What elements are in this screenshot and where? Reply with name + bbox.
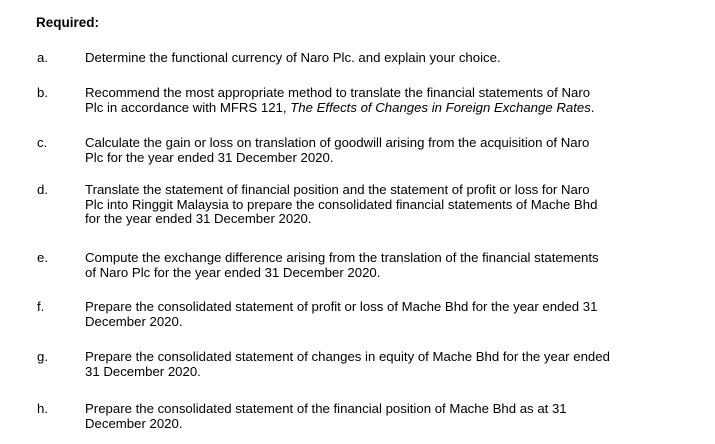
item-text	[85, 183, 655, 227]
item-letter: b.	[37, 85, 48, 100]
item-line: Recommend the most appropriate method to translate the financial statements of Naro	[85, 85, 591, 100]
item-letter: f.	[37, 299, 45, 314]
item-letter: c.	[37, 135, 48, 150]
item-letter: e.	[37, 250, 48, 265]
item-line: Determine the functional currency of Naro Plc. and explain your choice.	[85, 50, 501, 65]
item-letter: g.	[37, 349, 48, 364]
item-line: December 2020.	[85, 313, 183, 329]
item-text	[85, 251, 655, 280]
item-line: Prepare the consolidated statement of profit or loss of Mache Bhd for the year ended 31	[85, 299, 598, 314]
item-line	[85, 101, 655, 116]
item-text	[85, 86, 655, 115]
item-line-text: Plc in accordance with MFRS 121,	[85, 99, 291, 115]
item-letter: a.	[37, 50, 48, 65]
item-letter: h.	[37, 401, 48, 416]
item-text	[85, 51, 655, 66]
item-line: Prepare the consolidated statement of changes in equity of Mache Bhd for the year ended	[85, 349, 610, 364]
item-line: Prepare the consolidated statement of the financial position of Mache Bhd as at 31	[85, 401, 567, 416]
item-line: Calculate the gain or loss on translation of goodwill arising from the acquisition of Naro	[85, 135, 590, 150]
item-text	[85, 300, 655, 329]
item-line: Plc into Ringgit Malaysia to prepare the consolidated financial statements of Mache Bhd	[85, 196, 598, 212]
item-line: Translate the statement of financial position and the statement of profit or loss for Naro	[85, 182, 590, 197]
item-line: for the year ended 31 December 2020.	[85, 211, 312, 226]
item-text	[85, 402, 655, 431]
item-line: of Naro Plc for the year ended 31 December 2020.	[85, 264, 381, 280]
item-line-punct: .	[590, 99, 595, 115]
standard-title: The Effects of Changes in Foreign Exchange Rates	[290, 99, 591, 115]
item-line: 31 December 2020.	[85, 363, 201, 379]
item-line: Plc for the year ended 31 December 2020.	[85, 149, 334, 165]
item-line: December 2020.	[85, 415, 183, 431]
item-letter: d.	[37, 182, 48, 197]
item-text	[85, 136, 655, 165]
item-line: Compute the exchange difference arising from the translation of the financial statements	[85, 250, 599, 265]
required-heading: Required:	[36, 15, 100, 30]
item-text	[85, 350, 655, 379]
